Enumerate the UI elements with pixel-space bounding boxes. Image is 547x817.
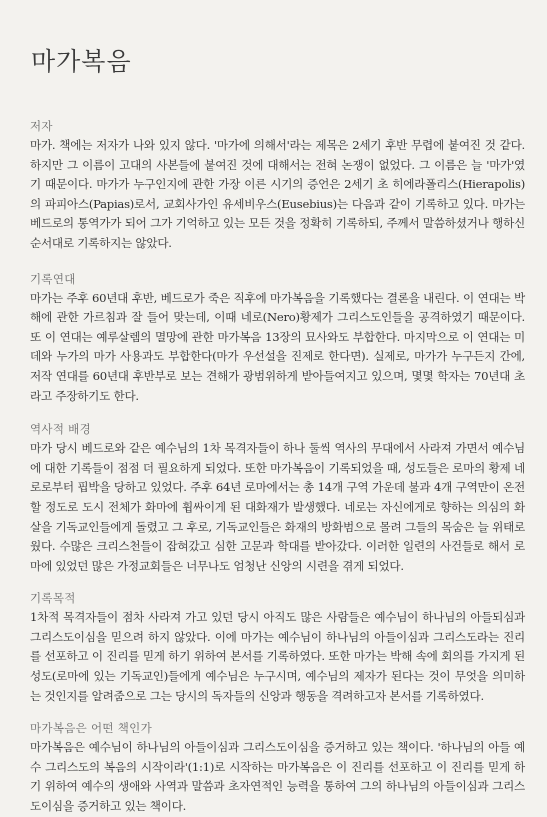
section-date — [30, 271, 525, 407]
section-heading: 저자 — [30, 119, 53, 133]
section-body: 1차적 목격자들이 점차 사라져 가고 있던 당시 아직도 많은 사람들은 예수님이 하나님의 아들되심과 그리스도이심을 믿으려 하지 않았다. 이에 마가는 예수님이 하나님의 아들이심과 그리스도라는 진리를 선포하고 이 진리를 믿게 하기 위하여 본서를 기록하였다. 또한 마가는 박해 속에 회의를 가지게 된 성도(로마에 있는 기독교인)들에게 예수님은 누구시며, 예수님의 제자가 된다는 것이 무엇을 의미하는 것인지를 알려줌으로 그는 당시의 독자들의 신앙과 행동을 격려하고자 본서를 기록하였다. — [30, 610, 525, 703]
section-historical-background — [30, 421, 525, 576]
section-purpose — [30, 590, 525, 706]
sections-container — [30, 118, 525, 817]
section-author — [30, 118, 525, 254]
page-title: 마가복음 — [31, 47, 132, 76]
section-what-kind-of-book — [30, 720, 525, 816]
section-heading: 역사적 배경 — [30, 422, 91, 437]
section-body: 마가는 주후 60년대 후반, 베드로가 죽은 직후에 마가복음을 기록했다는 결론을 내린다. 이 연대는 박해에 관한 가르침과 잘 들어 맞는데, 이때 네로(Nero)황제가 그리스도인들을 공격하였기 때문이다. 또 이 연대는 예루살렘의 멸망에 관한 마가복음 13장의 묘사와도 부합한다. 마지막으로 이 연대는 미데와 누가의 마가 사용과도 부합한다(마가 우선설을 진제로 한다면). 실제로, 마가가 누구든지 간에, 저작 연대를 60년대 후반부로 보는 견해가 광범위하게 받아들여지고 있으며, 몇몇 학자는 70년대 초라고 주장하기도 한다. — [30, 290, 525, 403]
section-body: 마가복음은 예수님이 하나님의 아들이심과 그리스도이심을 증거하고 있는 책이다. '하나님의 아들 예수 그리스도의 복음의 시작이라'(1:1)로 시작하는 마가복음은 이 진리를 선포하고 이 진리를 믿게 하기 위하여 예수의 생애와 사역과 말씀과 초자연적인 능력을 통하여 그의 하나님의 아들이심과 그리스도이심을 증거하고 있는 책이다. — [30, 740, 525, 814]
section-body: 마가 당시 베드로와 같은 예수님의 1차 목격자들이 하나 둘씩 역사의 무대에서 사라져 가면서 예수님에 대한 기록들이 점점 더 필요하게 되었다. 또한 마가복음이 기록되었을 때, 성도들은 로마의 황제 네로로부터 핍박을 당하고 있었다. 주후 64년 로마에서는 총 14개 구역 가운데 불과 4개 구역만이 온전할 정도로 도시 전체가 화마에 휩싸이게 된 대화재가 발생했다. 네로는 자신에게로 향하는 의심의 화살을 기독교인들에게 돌렸고 그 후로, 기독교인들은 화재의 방화범으로 몰려 그들의 목숨은 늘 위태로웠다. 수많은 크리스천들이 잡혀갔고 심한 고문과 학대를 받아갔다. 이러한 일련의 사건들로 해서 로마에 있었던 많은 가정교회들은 너무나도 엄청난 신앙의 시련을 겪게 되었다. — [30, 441, 525, 573]
section-heading: 기록연대 — [30, 271, 76, 286]
section-heading: 마가복음은 어떤 책인가 — [30, 721, 152, 736]
section-heading: 기록목적 — [30, 591, 76, 606]
section-body: 마가. 책에는 저자가 나와 있지 않다. '마가에 의해서'라는 제목은 2세기 후반 무렵에 붙여진 것 같다. 하지만 그 이름이 고대의 사본들에 붙여진 것에 대해서는 전혀 논쟁이 없었다. 그 이름은 늘 '마가'였기 때문이다. 마가가 누구인지에 관한 가장 이른 시기의 증언은 2세기 초 히에라폴리스(Hierapolis)의 파피아스(Papias)로서, 교회사가인 유세비우스(Eusebius)는 다음과 같이 기록하고 있다. 마가는 베드로의 통역가가 되어 그가 기억하고 있는 모든 것을 정확히 기록하되, 주께서 말씀하셨거나 행하신 순서대로 기록하지는 않았다. — [30, 138, 525, 250]
